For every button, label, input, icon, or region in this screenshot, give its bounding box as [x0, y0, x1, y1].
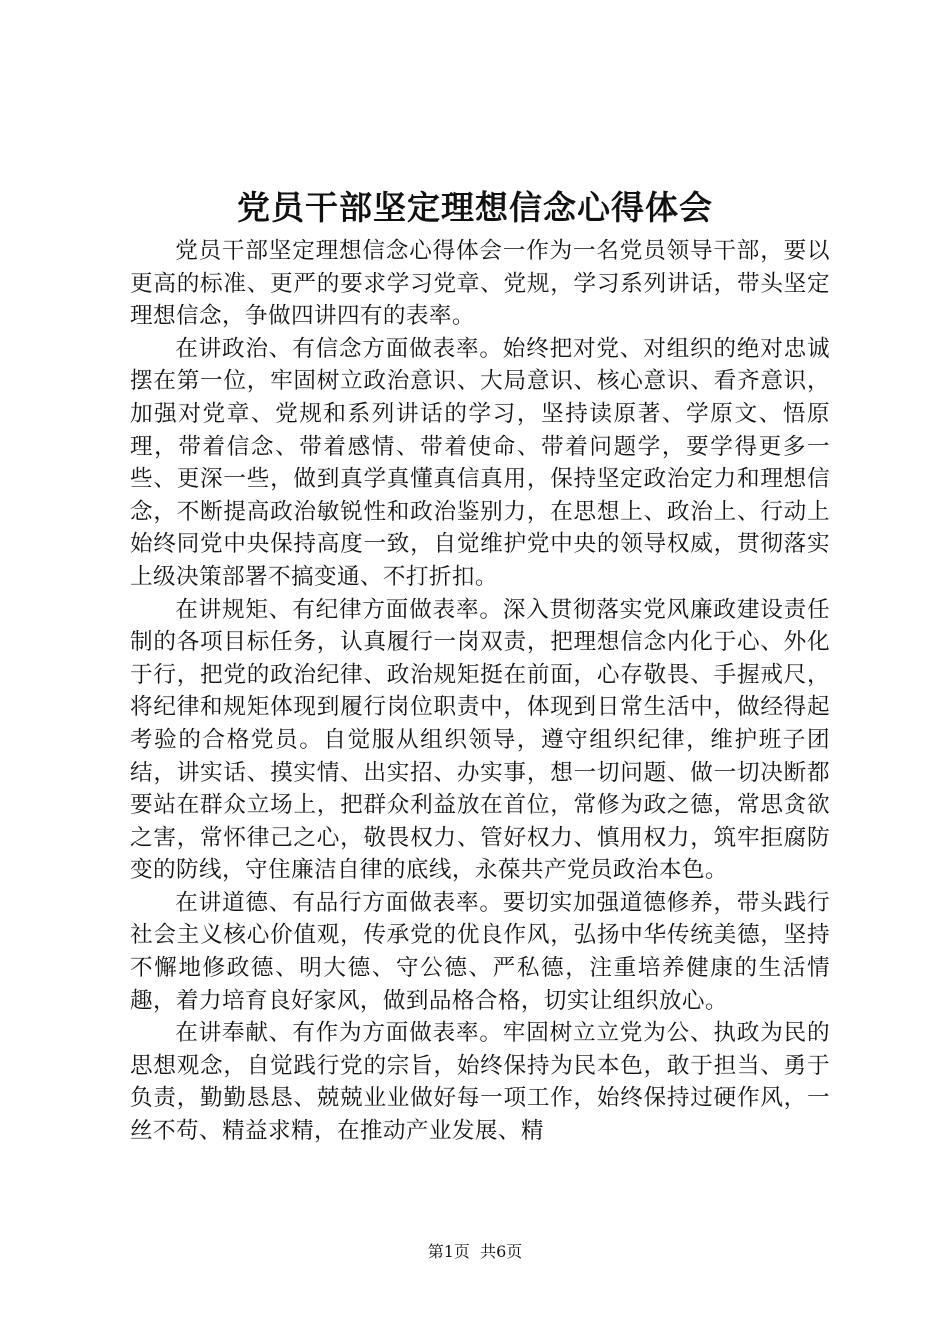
paragraph-morality: 在讲道德、有品行方面做表率。要切实加强道德修养，带头践行社会主义核心价值观，传承党的优良作风，弘扬中华传统美德，坚持不懈地修政德、明大德、守公德、严私德，注重培养健康的生活情趣，着力培育良好家风，做到品格合格，切实让组织放心。 — [130, 889, 830, 1014]
page-footer — [0, 1240, 950, 1264]
paragraph-rules: 在讲规矩、有纪律方面做表率。深入贯彻落实党风廉政建设责任制的各项目标任务，认真履行一岗双责，把理想信念内化于心、外化于行，把党的政治纪律、政治规矩挺在前面，心存敬畏、手握戒尺，将纪律和规矩体现到履行岗位职责中，体现到日常生活中，做经得起考验的合格党员。自觉服从组织领导，遵守组织纪律，维护班子团结，讲实话、摸实情、出实招、办实事，想一切问题、做一切决断都要站在群众立场上，把群众利益放在首位，常修为政之德，常思贪欲之害，常怀律己之心，敬畏权力、管好权力、慎用权力，筑牢拒腐防变的防线，守住廉洁自律的底线，永葆共产党员政治本色。 — [130, 596, 830, 884]
paragraph-dedication: 在讲奉献、有作为方面做表率。牢固树立立党为公、执政为民的思想观念，自觉践行党的宗旨，始终保持为民本色，敢于担当、勇于负责，勤勤恳恳、兢兢业业做好每一项工作，始终保持过硬作风，一丝不苟、精益求精，在推动产业发展、精 — [130, 1020, 830, 1145]
document-title: 党员干部坚定理想信念心得体会 — [237, 188, 713, 227]
document-body — [130, 235, 830, 1148]
paragraph-intro: 党员干部坚定理想信念心得体会一作为一名党员领导干部，要以更高的标准、更严的要求学习党章、党规，学习系列讲话，带头坚定理想信念，争做四讲四有的表率。 — [130, 238, 830, 330]
page-number: 第1页 共6页 — [427, 1242, 523, 1261]
paragraph-politics: 在讲政治、有信念方面做表率。始终把对党、对组织的绝对忠诚摆在第一位，牢固树立政治意识、大局意识、核心意识、看齐意识，加强对党章、党规和系列讲话的学习，坚持读原著、学原文、悟原理，带着信念、带着感情、带着使命、带着问题学，要学得更多一些、更深一些，做到真学真懂真信真用，保持坚定政治定力和理想信念，不断提高政治敏锐性和政治鉴别力，在思想上、政治上、行动上始终同党中央保持高度一致，自觉维护党中央的领导权威，贯彻落实上级决策部署不搞变通、不打折扣。 — [130, 335, 830, 590]
